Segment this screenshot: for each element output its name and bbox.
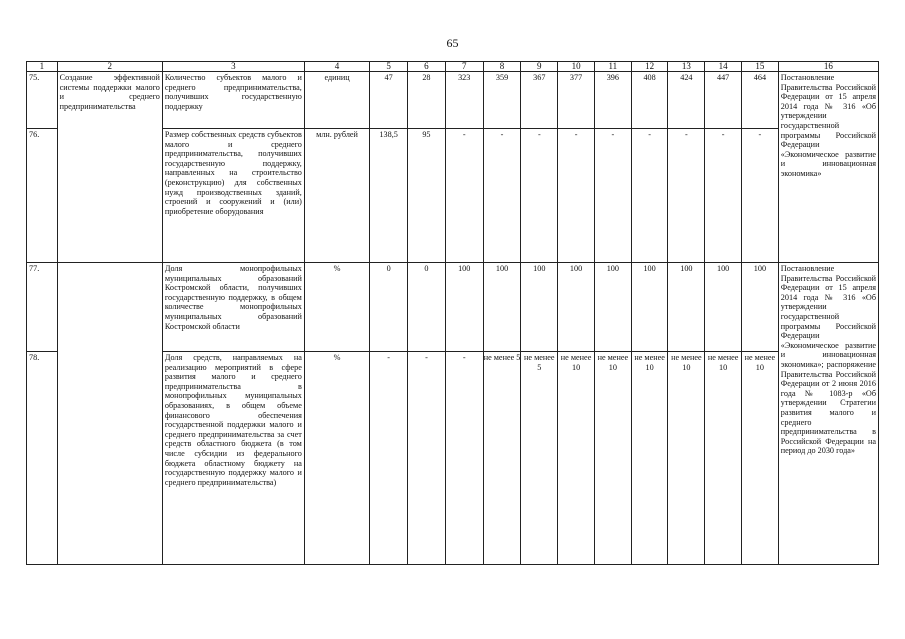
value-cell: - xyxy=(483,129,521,263)
value-cell: 367 xyxy=(521,72,558,129)
column-header: 13 xyxy=(668,62,705,72)
value-cell: не менее 10 xyxy=(742,352,779,565)
column-header: 9 xyxy=(521,62,558,72)
value-cell: - xyxy=(408,352,446,565)
value-cell: 100 xyxy=(631,263,668,352)
value-cell: - xyxy=(594,129,631,263)
value-cell: 464 xyxy=(742,72,779,129)
row-number: 77. xyxy=(27,263,58,352)
column-number-row xyxy=(27,62,879,72)
value-cell: 408 xyxy=(631,72,668,129)
column-header: 5 xyxy=(370,62,408,72)
column-header: 6 xyxy=(408,62,446,72)
value-cell: 100 xyxy=(521,263,558,352)
value-cell: не менее 10 xyxy=(668,352,705,565)
value-cell: 0 xyxy=(370,263,408,352)
unit-cell: % xyxy=(304,352,369,565)
column-header: 14 xyxy=(705,62,742,72)
value-cell: - xyxy=(668,129,705,263)
indicators-table xyxy=(26,61,879,565)
value-cell: 359 xyxy=(483,72,521,129)
indicator-cell: Размер собственных средств субъектов малого и среднего предпринимательства, получивших государственную поддержку, направленных на строительство (реконструкцию) для собственных нужд производственных зданий, строений и сооружений и (или) приобретение оборудования xyxy=(162,129,304,263)
row-number: 75. xyxy=(27,72,58,129)
value-cell: 100 xyxy=(742,263,779,352)
unit-cell: млн. рублей xyxy=(304,129,369,263)
value-cell: - xyxy=(521,129,558,263)
value-cell: 100 xyxy=(594,263,631,352)
value-cell: - xyxy=(445,352,483,565)
indicator-cell: Доля монопрофильных муниципальных образований Костромской области, получивших государственную поддержку, в общем количестве монопрофильных муниципальных образований Костромской области xyxy=(162,263,304,352)
unit-cell: % xyxy=(304,263,369,352)
value-cell: 100 xyxy=(668,263,705,352)
value-cell: 323 xyxy=(445,72,483,129)
value-cell: не менее 10 xyxy=(594,352,631,565)
basis-cell: Постановление Правительства Российской Федерации от 15 апреля 2014 года № 316 «Об утверждении государственной программы Российской Федерации «Экономическое развитие и инновационная экономика» xyxy=(778,72,878,263)
value-cell: 424 xyxy=(668,72,705,129)
value-cell: 100 xyxy=(445,263,483,352)
column-header: 4 xyxy=(304,62,369,72)
table-row xyxy=(27,263,879,352)
basis-cell: Постановление Правительства Российской Федерации от 15 апреля 2014 года № 316 «Об утверждении государственной программы Российской Федерации «Экономическое развитие и инновационная экономика»; распоряжение Правительства Российской Федерации от 2 июня 2016 года № 1083-р «Об утверждении Стратегии развития малого и среднего предпринимательства в Российской Федерации на период до 2030 года» xyxy=(778,263,878,565)
column-header: 1 xyxy=(27,62,58,72)
value-cell: - xyxy=(558,129,595,263)
value-cell: не менее 10 xyxy=(705,352,742,565)
value-cell: 396 xyxy=(594,72,631,129)
column-header: 16 xyxy=(778,62,878,72)
goal-cell: Создание эффективной системы поддержки малого и среднего предпринимательства xyxy=(57,72,162,263)
value-cell: - xyxy=(370,352,408,565)
column-header: 2 xyxy=(57,62,162,72)
column-header: 7 xyxy=(445,62,483,72)
page-number: 65 xyxy=(446,36,459,50)
row-number: 76. xyxy=(27,129,58,263)
indicator-cell: Количество субъектов малого и среднего предпринимательства, получивших государственную поддержку xyxy=(162,72,304,129)
value-cell: - xyxy=(742,129,779,263)
table-row xyxy=(27,72,879,129)
value-cell: 95 xyxy=(408,129,446,263)
value-cell: не менее 10 xyxy=(631,352,668,565)
value-cell: 100 xyxy=(483,263,521,352)
goal-cell-empty xyxy=(57,263,162,565)
value-cell: 47 xyxy=(370,72,408,129)
column-header: 12 xyxy=(631,62,668,72)
value-cell: не менее 5 xyxy=(521,352,558,565)
value-cell: 447 xyxy=(705,72,742,129)
column-header: 3 xyxy=(162,62,304,72)
value-cell: 28 xyxy=(408,72,446,129)
value-cell: - xyxy=(631,129,668,263)
column-header: 15 xyxy=(742,62,779,72)
value-cell: 377 xyxy=(558,72,595,129)
column-header: 10 xyxy=(558,62,595,72)
value-cell: - xyxy=(705,129,742,263)
value-cell: - xyxy=(445,129,483,263)
value-cell: не менее 10 xyxy=(558,352,595,565)
unit-cell: единиц xyxy=(304,72,369,129)
value-cell: 0 xyxy=(408,263,446,352)
value-cell: 100 xyxy=(558,263,595,352)
row-number: 78. xyxy=(27,352,58,565)
column-header: 8 xyxy=(483,62,521,72)
value-cell: 138,5 xyxy=(370,129,408,263)
value-cell: 100 xyxy=(705,263,742,352)
column-header: 11 xyxy=(594,62,631,72)
value-cell: не менее 5 xyxy=(483,352,521,565)
indicator-cell: Доля средств, направляемых на реализацию мероприятий в сфере развития малого и среднего предпринимательства в монопрофильных муниципальных образованиях, в общем объеме финансового обеспечения государственной поддержки малого и среднего предпринимательства за счет средств областного бюджета (в том числе субсидии из федерального бюджета областному бюджету на государственную поддержку малого и среднего предпринимательства) xyxy=(162,352,304,565)
